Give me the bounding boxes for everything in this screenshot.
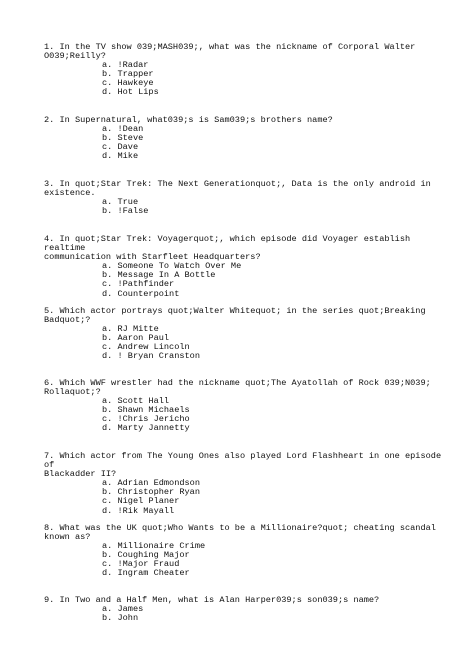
question-text (44, 180, 444, 198)
answer-option: b. Coughing Major (102, 550, 190, 561)
answer-option: b. Christopher Ryan (102, 487, 200, 498)
answer-options (44, 479, 444, 515)
question-line: 4. In quot;Star Trek: Voyagerquot;, which episode did Voyager establish realtime (44, 234, 416, 254)
answer-options (44, 262, 444, 298)
question-3 (44, 180, 444, 216)
question-5 (44, 307, 444, 362)
answer-option: d. Mike (102, 151, 139, 162)
answer-option: a. Someone To Watch Over Me (102, 261, 242, 272)
question-2 (44, 116, 444, 161)
question-6 (44, 379, 444, 434)
answer-option: c. !Chris Jericho (102, 414, 190, 425)
answer-option: a. RJ Mitte (102, 324, 159, 335)
question-line: 8. What was the UK quot;Who Wants to be a Millionaire?quot; cheating scandal (44, 523, 436, 533)
question-line: 2. In Supernatural, what039;s is Sam039;s brothers name? (44, 115, 333, 125)
answer-options (44, 605, 444, 623)
answer-option: a. Scott Hall (102, 396, 170, 407)
answer-option: d. ! Bryan Cranston (102, 351, 200, 362)
question-line: Blackadder II? (44, 469, 117, 480)
answer-option: c. Dave (102, 142, 139, 153)
answer-option: b. Steve (102, 133, 144, 144)
question-line: communication with Starfleet Headquarters? (44, 252, 261, 263)
answer-option: b. Trapper (102, 69, 154, 80)
answer-option: c. Hawkeye (102, 78, 154, 89)
question-7 (44, 451, 447, 516)
question-1 (44, 43, 444, 98)
question-text (44, 379, 444, 397)
question-line: Badquot;? (44, 315, 91, 326)
answer-option: d. Ingram Cheater (102, 568, 190, 579)
answer-option: c. !Major Fraud (102, 559, 180, 570)
question-line: known as? (44, 532, 91, 543)
answer-option: b. Shawn Michaels (102, 405, 190, 416)
question-text (44, 43, 444, 61)
answer-options (44, 397, 444, 433)
answer-option: a. Millionaire Crime (102, 541, 206, 552)
question-line: O039;Reilly? (44, 51, 106, 62)
answer-option: d. !Rik Mayall (102, 505, 175, 516)
question-8 (44, 524, 444, 579)
answer-option: b. John (102, 613, 139, 624)
question-text (44, 451, 447, 480)
answer-option: a. Adrian Edmondson (102, 478, 200, 489)
answer-option: d. Counterpoint (102, 288, 180, 299)
answer-options (44, 542, 444, 578)
answer-option: a. !Dean (102, 124, 144, 135)
answer-options (44, 61, 444, 97)
answer-option: a. True (102, 197, 139, 208)
answer-option: c. !Pathfinder (102, 279, 175, 290)
question-text (44, 235, 444, 262)
answer-options (44, 125, 444, 161)
question-4 (44, 235, 444, 299)
question-line: 5. Which actor portrays quot;Walter Whitequot; in the series quot;Breaking (44, 306, 426, 316)
answer-option: d. Marty Jannetty (102, 423, 190, 434)
question-line: existence. (44, 188, 96, 199)
question-line: 6. Which WWF wrestler had the nickname quot;The Ayatollah of Rock 039;N039; (44, 378, 431, 388)
answer-option: b. Message In A Bottle (102, 270, 216, 281)
question-line: 1. In the TV show 039;MASH039;, what was the nickname of Corporal Walter (44, 42, 416, 52)
answer-option: d. Hot Lips (102, 87, 159, 98)
answer-options (44, 198, 444, 216)
question-line: Rollaquot;? (44, 387, 101, 398)
answer-option: c. Andrew Lincoln (102, 342, 190, 353)
question-line: 3. In quot;Star Trek: The Next Generationquot;, Data is the only android in (44, 179, 431, 189)
answer-options (44, 325, 444, 361)
answer-option: c. Nigel Planer (102, 496, 180, 507)
question-9 (44, 596, 444, 623)
answer-option: b. !False (102, 206, 149, 217)
answer-option: b. Aaron Paul (102, 333, 170, 344)
question-text (44, 524, 444, 542)
question-line: 9. In Two and a Half Men, what is Alan Harper039;s son039;s name? (44, 595, 380, 605)
question-line: 7. Which actor from The Young Ones also played Lord Flashheart in one episode of (44, 451, 447, 471)
answer-option: a. James (102, 604, 144, 615)
question-text (44, 307, 444, 325)
answer-option: a. !Radar (102, 60, 149, 71)
